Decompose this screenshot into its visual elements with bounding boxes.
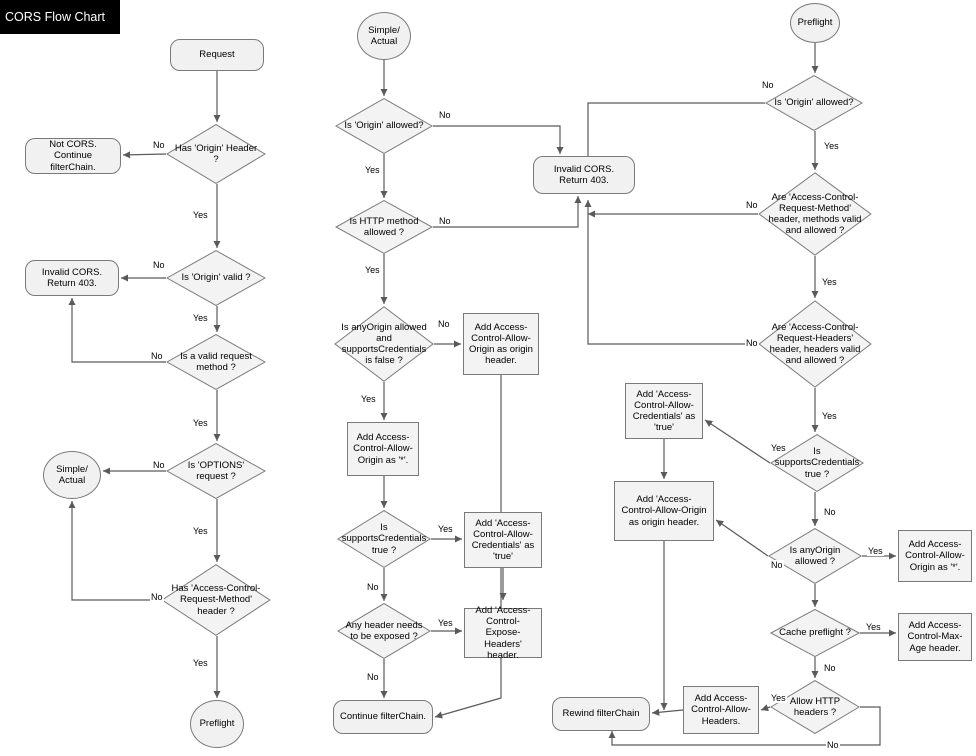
edge-label: Yes	[822, 411, 837, 421]
edge-label: Yes	[868, 546, 883, 556]
node-label: Is anyOrigin allowed and supportsCredentials is false ?	[341, 321, 427, 367]
node-label: Add Access-Control-Allow-Origin as origin header.	[469, 321, 533, 367]
node-anyOrigin1	[334, 306, 434, 382]
node-label: Is 'Origin' valid ?	[181, 272, 251, 284]
edge-label: Yes	[361, 394, 376, 404]
edge-label: No	[746, 200, 758, 210]
edge-label: No	[151, 351, 163, 361]
node-addCred2	[625, 383, 703, 439]
node-label: Add 'Access-Control-Allow-Origin as origin header.	[621, 494, 707, 528]
node-label: Continue filterChain.	[339, 711, 427, 723]
node-anyHeader	[337, 603, 431, 659]
node-label: Add Access-Control-Allow-Origin as '*'.	[353, 432, 413, 466]
node-label: Any header needs to be exposed ?	[345, 619, 423, 642]
edge-label: No	[827, 740, 839, 750]
edge-label: Yes	[193, 658, 208, 668]
edge-label: Yes	[193, 418, 208, 428]
edge-label: Yes	[824, 141, 839, 151]
node-validMethod	[166, 334, 266, 390]
node-label: Is 'OPTIONS' request ?	[187, 459, 245, 482]
edge-label: No	[153, 140, 165, 150]
node-label: Request	[199, 49, 235, 61]
page-title: CORS Flow Chart	[0, 0, 120, 34]
edge-label: No	[153, 460, 165, 470]
node-label: Preflight	[199, 718, 235, 730]
node-label: Preflight	[797, 17, 833, 29]
edge-label: No	[367, 582, 379, 592]
node-notCors	[25, 138, 121, 174]
node-simple1	[43, 451, 101, 499]
edge-label: Yes	[193, 526, 208, 536]
node-label: Is supportsCredentials true ?	[774, 446, 860, 480]
node-supports1	[337, 510, 431, 568]
node-label: Add Access-Control-Max-Age header.	[907, 620, 963, 654]
node-invalid1	[25, 260, 119, 296]
node-label: Add Access-Control-Allow-Origin as '*'.	[905, 539, 965, 573]
edge-label: No	[367, 672, 379, 682]
node-label: Invalid CORS. Return 403.	[553, 163, 615, 186]
node-label: Allow HTTP headers ?	[789, 695, 841, 718]
edge-label: Yes	[193, 210, 208, 220]
node-label: Has 'Origin' Header ?	[174, 142, 258, 165]
edge-label: No	[824, 663, 836, 673]
node-preflight2	[790, 3, 840, 43]
node-hasACRM	[161, 564, 271, 636]
node-label: Not CORS. Continue filterChain.	[49, 139, 97, 173]
edge-label: Yes	[771, 693, 786, 703]
node-acrHeaders	[758, 300, 872, 388]
node-label: Simple/ Actual	[56, 463, 88, 486]
edge-label: Yes	[438, 524, 453, 534]
node-req	[170, 39, 264, 71]
node-label: Is supportsCredentials true ?	[341, 522, 427, 556]
edge-label: No	[762, 80, 774, 90]
edge-label: Yes	[822, 277, 837, 287]
edge-label: No	[153, 260, 165, 270]
edge-label: No	[151, 592, 163, 602]
node-origin2	[335, 98, 433, 154]
edge-label: Yes	[365, 265, 380, 275]
edge-label: No	[438, 319, 450, 329]
node-invalid2	[533, 156, 635, 194]
node-preflight1	[190, 700, 244, 748]
node-label: Has 'Access-Control-Request-Method' header ?	[171, 583, 261, 617]
node-origin3	[765, 75, 863, 131]
node-label: Add Access-Control-Allow-Headers.	[691, 693, 751, 727]
node-addAllowHdr	[683, 686, 759, 734]
node-addCred1	[464, 512, 542, 568]
edge-label: No	[824, 507, 836, 517]
node-httpMethod	[335, 200, 433, 254]
node-label: Simple/ Actual	[368, 24, 400, 47]
node-label: Add 'Access-Control-Allow-Credentials' as 'true'	[632, 388, 696, 434]
edge-label: No	[439, 216, 451, 226]
node-simple2	[357, 12, 411, 60]
node-hasOrigin	[166, 124, 266, 184]
node-label: Is HTTP method allowed ?	[349, 215, 419, 238]
edge-label: Yes	[365, 165, 380, 175]
node-addOrigin4	[898, 530, 972, 582]
node-addOrigin3	[614, 481, 714, 541]
node-label: Invalid CORS. Return 403.	[41, 266, 103, 289]
edge-label: Yes	[771, 443, 786, 453]
node-label: Are 'Access-Control-Request-Method' header, methods valid and allowed ?	[768, 191, 862, 237]
edge-label: No	[439, 110, 451, 120]
node-contFilter	[333, 700, 433, 734]
node-label: Is 'Origin' allowed?	[344, 120, 424, 132]
node-rewind	[552, 697, 650, 731]
node-isOptions	[166, 443, 266, 499]
edge-label: Yes	[438, 618, 453, 628]
node-label: Is 'Origin' allowed?	[774, 97, 854, 109]
node-addExpose	[464, 605, 542, 661]
node-label: Is anyOrigin allowed ?	[789, 544, 841, 567]
node-addOrigin1	[463, 313, 539, 375]
node-label: Are 'Access-Control-Request-Headers' header, headers valid and allowed ?	[769, 321, 861, 367]
edge-label: No	[771, 560, 783, 570]
node-acrMethod	[758, 172, 872, 256]
edge-label: Yes	[193, 313, 208, 323]
node-addMaxAge	[898, 613, 972, 661]
node-originValid	[166, 250, 266, 306]
node-label: Cache preflight ?	[779, 627, 851, 639]
node-label: Rewind filterChain	[562, 708, 640, 720]
node-anyOrigin2	[768, 528, 862, 584]
node-label: Add 'Access-Control-Allow-Credentials' as 'true'	[471, 517, 535, 563]
edge-label: Yes	[866, 622, 881, 632]
node-cache	[770, 609, 860, 657]
node-label: Add 'Access-Control-Expose-Headers' header.	[475, 605, 531, 661]
node-label: Is a valid request method ?	[180, 350, 252, 373]
edge-label: No	[746, 338, 758, 348]
node-allowHdrs	[770, 680, 860, 734]
node-addOrigin2	[347, 422, 419, 476]
